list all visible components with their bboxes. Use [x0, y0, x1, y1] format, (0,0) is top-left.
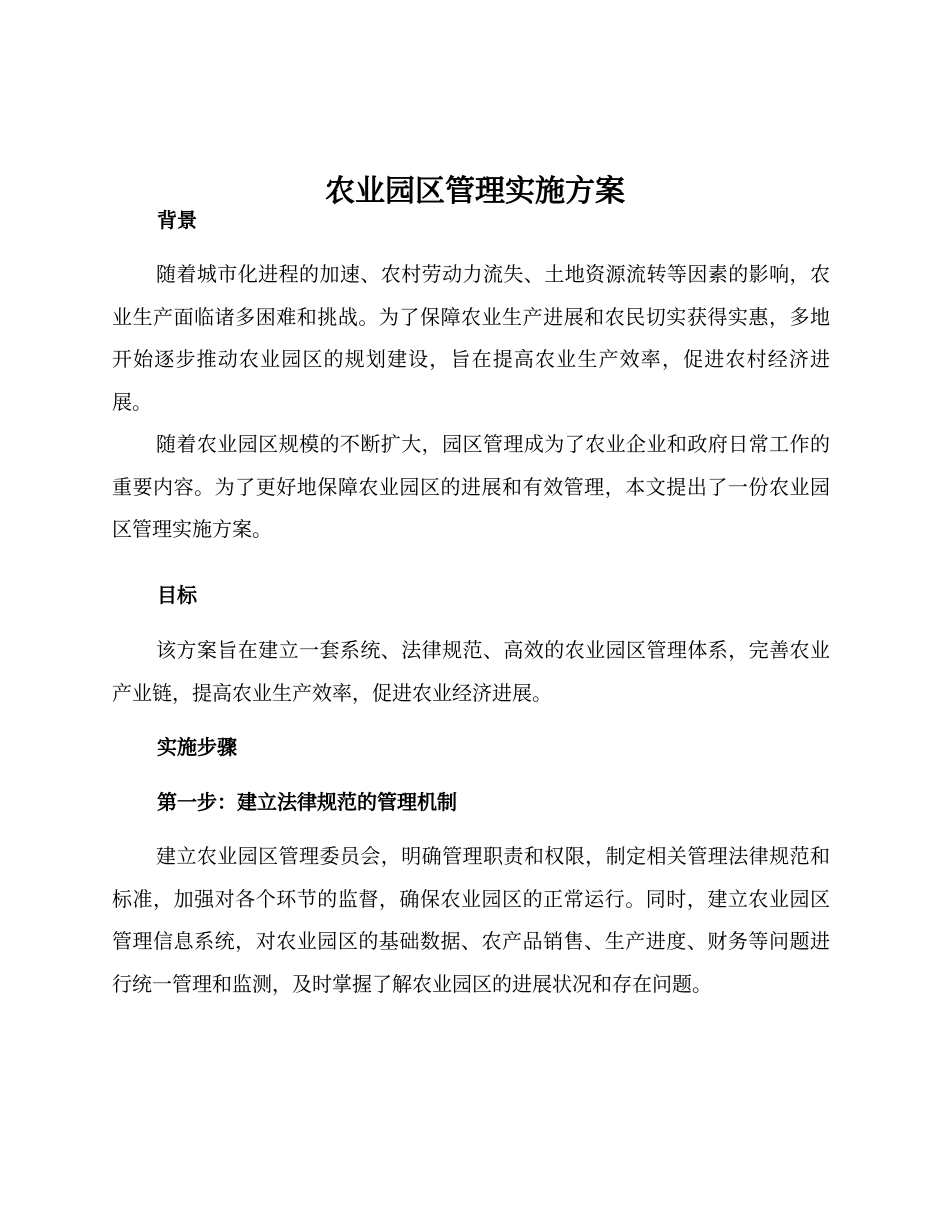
background-paragraph-2: 随着农业园区规模的不断扩大，园区管理成为了农业企业和政府日常工作的重要内容。为了更好地保障农业园区的进展和有效管理，本文提出了一份农业园区管理实施方案。 [112, 432, 830, 541]
step1-paragraph-1: 建立农业园区管理委员会，明确管理职责和权限，制定相关管理法律规范和标准，加强对各个环节的监督，确保农业园区的正常运行。同时，建立农业园区管理信息系统，对农业园区的基础数据、农产品销售、生产进度、财务等问题进行统一管理和监测，及时掌握了解农业园区的进展状况和存在问题。 [112, 844, 830, 996]
goal-paragraph-1: 该方案旨在建立一套系统、法律规范、高效的农业园区管理体系，完善农业产业链，提高农业生产效率，促进农业经济进展。 [112, 638, 830, 705]
section-heading-goal: 目标 [157, 583, 197, 607]
document-title: 农业园区管理实施方案 [325, 174, 625, 210]
section-heading-background: 背景 [157, 208, 197, 232]
background-paragraph-1: 随着城市化进程的加速、农村劳动力流失、土地资源流转等因素的影响，农业生产面临诸多困难和挑战。为了保障农业生产进展和农民切实获得实惠，多地开始逐步推动农业园区的规划建设，旨在提高农业生产效率，促进农村经济进展。 [112, 262, 830, 414]
step1-heading: 第一步：建立法律规范的管理机制 [157, 790, 457, 814]
section-heading-steps: 实施步骤 [157, 735, 237, 759]
